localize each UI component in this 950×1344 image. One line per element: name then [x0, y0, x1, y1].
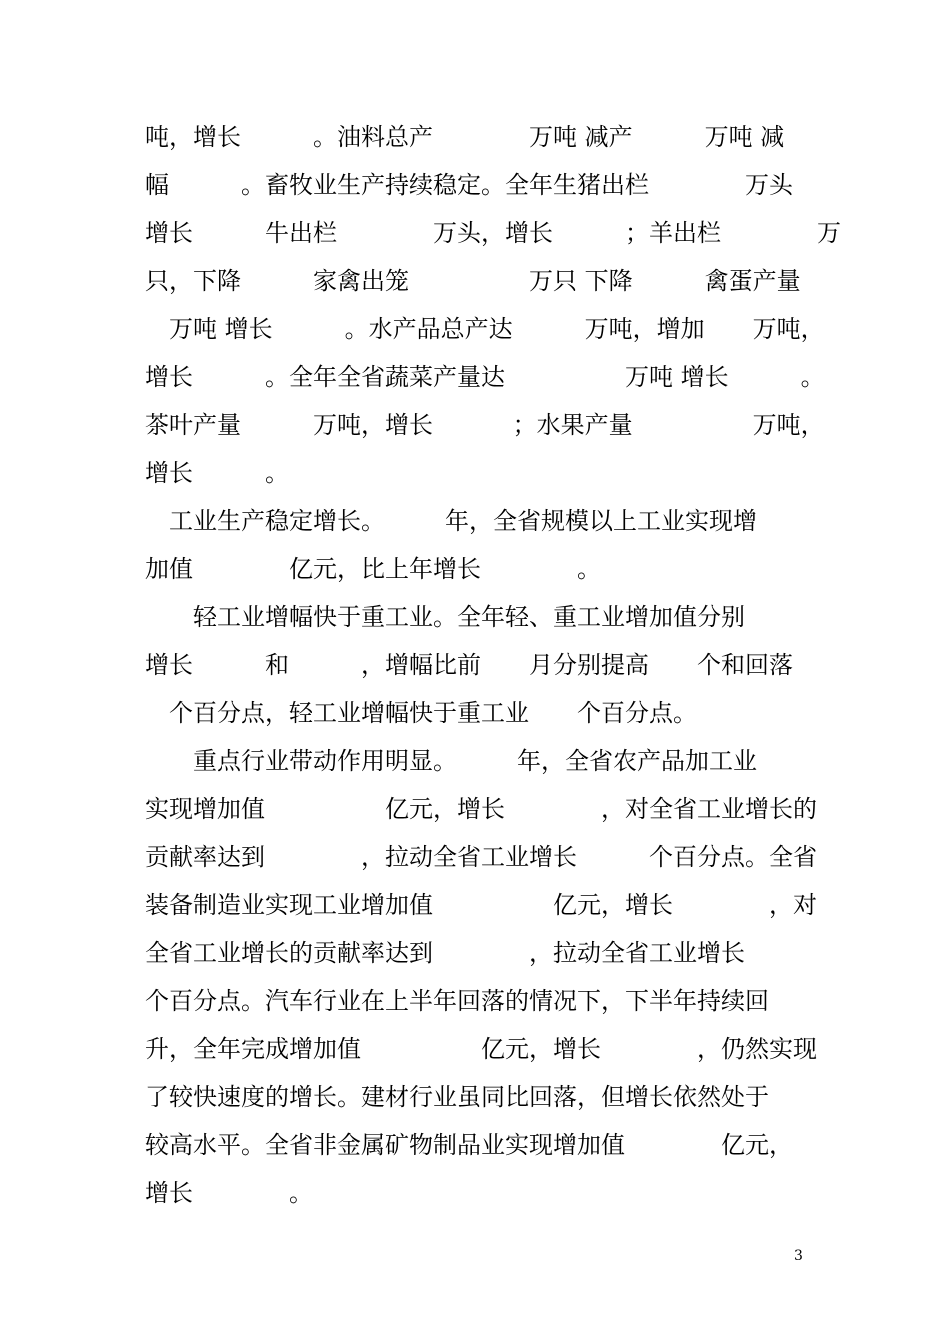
text-line: 个百分点，轻工业增幅快于重工业 个百分点。 [145, 699, 697, 727]
text-line: 增长 和 ，增幅比前 月分别提高 个和回落 [145, 651, 793, 679]
text-line: 了较快速度的增长。建材行业虽同比回落，但增长依然处于 [145, 1083, 769, 1111]
text-line: 茶叶产量 万吨，增长 ；水果产量 万吨， [145, 411, 825, 439]
text-line: 贡献率达到 ，拉动全省工业增长 个百分点。全省 [145, 843, 817, 871]
text-line: 轻工业增幅快于重工业。全年轻、重工业增加值分别 [145, 603, 745, 631]
text-line: 重点行业带动作用明显。 年，全省农产品加工业 [145, 747, 757, 775]
text-line: 幅 。畜牧业生产持续稳定。全年生猪出栏 万头 [145, 171, 793, 199]
text-line: 全省工业增长的贡献率达到 ，拉动全省工业增长 [145, 939, 745, 967]
text-line: 增长 。 [145, 459, 289, 487]
text-line: 增长 牛出栏 万头，增长 ；羊出栏 万 [145, 219, 841, 247]
text-line: 实现增加值 亿元，增长 ，对全省工业增长的 [145, 795, 817, 823]
text-line: 装备制造业实现工业增加值 亿元，增长 ，对 [145, 891, 817, 919]
page-number: 3 [794, 1248, 803, 1264]
text-line: 工业生产稳定增长。 年，全省规模以上工业实现增 [145, 507, 757, 535]
text-line: 增长 。全年全省蔬菜产量达 万吨 增长 。 [145, 363, 825, 391]
text-line: 个百分点。汽车行业在上半年回落的情况下，下半年持续回 [145, 987, 769, 1015]
text-line: 只，下降 家禽出笼 万只 下降 禽蛋产量 [145, 267, 801, 295]
text-line: 吨，增长 。油料总产 万吨 减产 万吨 减 [145, 123, 785, 151]
text-line: 万吨 增长 。水产品总产达 万吨，增加 万吨， [145, 315, 825, 343]
text-line: 增长 。 [145, 1179, 313, 1207]
text-line: 升，全年完成增加值 亿元，增长 ，仍然实现 [145, 1035, 817, 1063]
text-line: 加值 亿元，比上年增长 。 [145, 555, 601, 583]
text-line: 较高水平。全省非金属矿物制品业实现增加值 亿元， [145, 1131, 793, 1159]
